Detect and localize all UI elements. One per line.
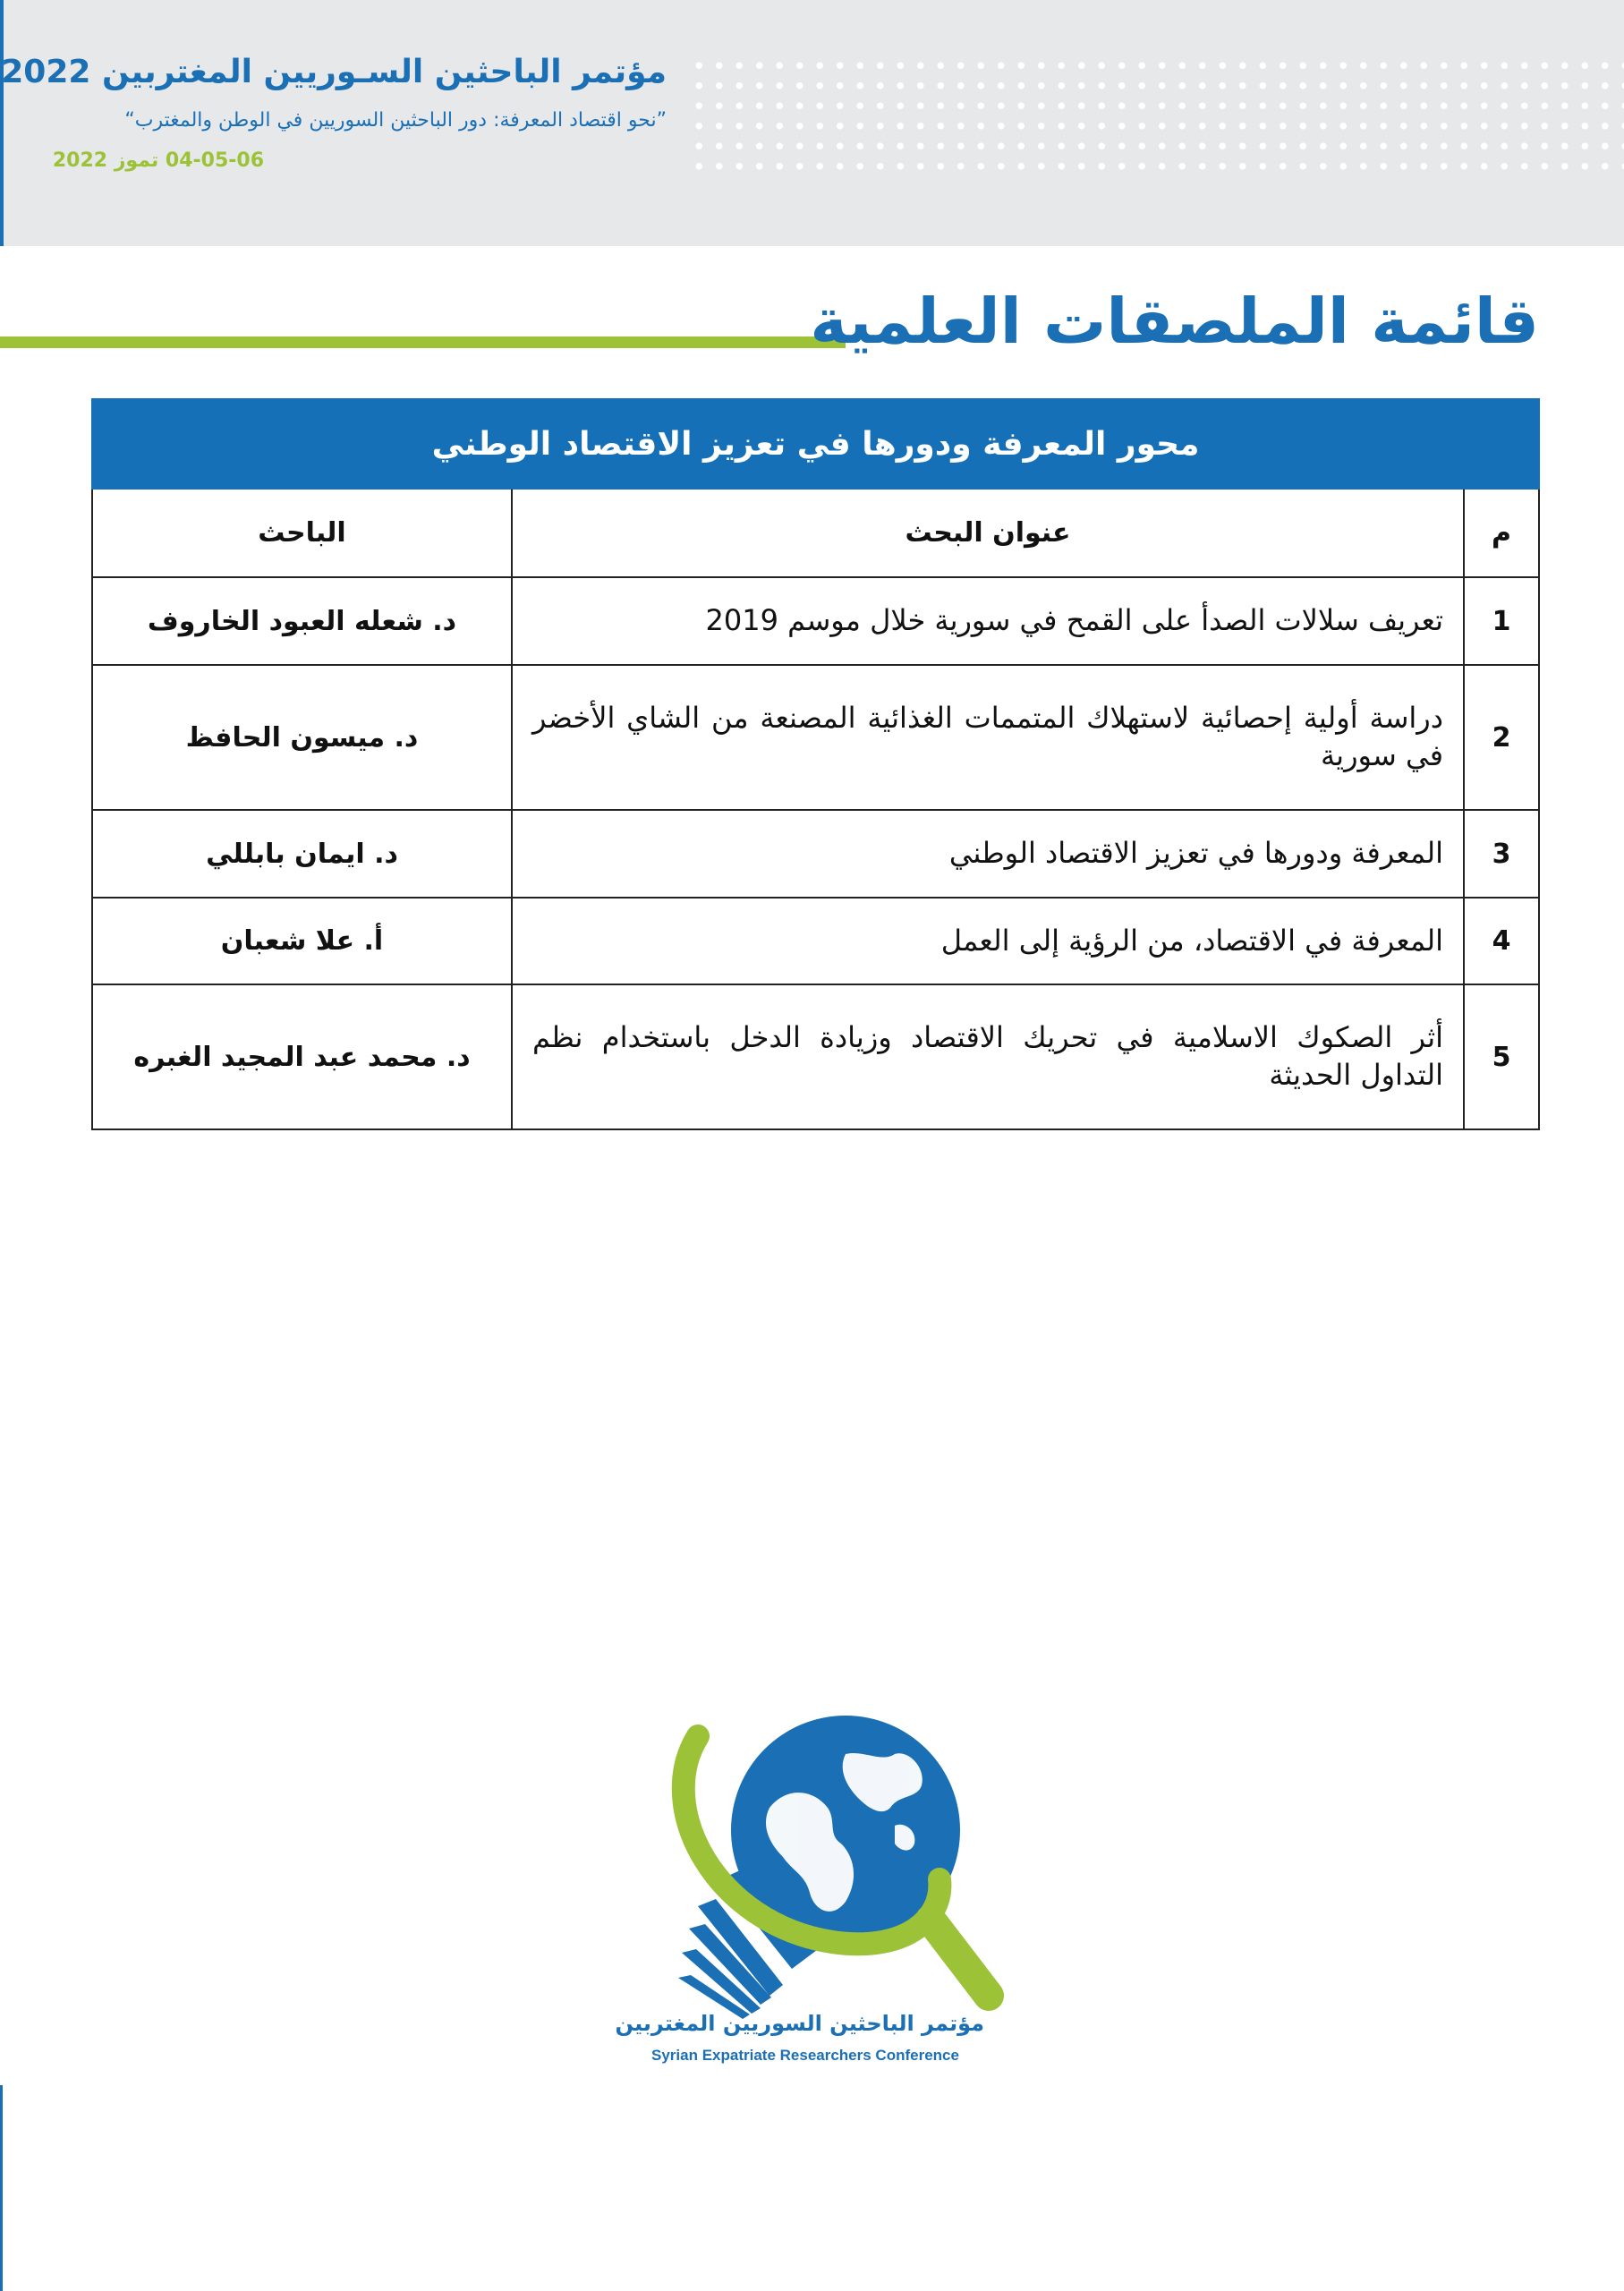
- row-title: دراسة أولية إحصائية لاستهلاك المتممات الغذائية المصنعة من الشاي الأخضر في سورية: [512, 665, 1464, 810]
- column-header-row: [92, 489, 1539, 577]
- row-researcher: أ. علا شعبان: [92, 898, 512, 984]
- row-num: 2: [1464, 665, 1539, 810]
- conference-subtitle: ”نحو اقتصاد المعرفة: دور الباحثين السوريين في الوطن والمغترب“: [124, 109, 667, 132]
- row-title: المعرفة ودورها في تعزيز الاقتصاد الوطني: [512, 810, 1464, 898]
- row-title: أثر الصكوك الاسلامية في تحريك الاقتصاد وزيادة الدخل باستخدام نظم التداول الحديثة: [512, 984, 1464, 1129]
- table-row: [92, 665, 1539, 810]
- row-title: المعرفة في الاقتصاد، من الرؤية إلى العمل: [512, 898, 1464, 984]
- conference-title: مؤتمر الباحثين السـوريين المغتربين 2022: [1, 54, 667, 90]
- edge-accent-line: [0, 2085, 3, 2291]
- dot-pattern: [689, 55, 1624, 176]
- page-title: قائمة الملصقات العلمية: [810, 285, 1539, 358]
- col-header-num: م: [1464, 489, 1539, 577]
- conference-dates: 04-05-06 تموز 2022: [52, 149, 264, 172]
- posters-table: [91, 398, 1540, 1130]
- row-num: 1: [1464, 577, 1539, 665]
- col-header-title: عنوان البحث: [512, 489, 1464, 577]
- table-row: [92, 898, 1539, 984]
- table-row: [92, 577, 1539, 665]
- axis-title: محور المعرفة ودورها في تعزيز الاقتصاد الوطني: [92, 399, 1539, 489]
- row-num: 3: [1464, 810, 1539, 898]
- row-num: 4: [1464, 898, 1539, 984]
- conference-logo-icon: [635, 1700, 1011, 2023]
- logo-english-name: Syrian Expatriate Researchers Conference: [651, 2047, 959, 2064]
- row-researcher: د. شعله العبود الخاروف: [92, 577, 512, 665]
- row-researcher: د. ميسون الحافظ: [92, 665, 512, 810]
- title-underline: [0, 336, 846, 348]
- row-num: 5: [1464, 984, 1539, 1129]
- axis-header-row: [92, 399, 1539, 489]
- table-row: [92, 984, 1539, 1129]
- row-researcher: د. ايمان بابللي: [92, 810, 512, 898]
- row-researcher: د. محمد عبد المجيد الغبره: [92, 984, 512, 1129]
- logo-arabic-name: مؤتمر الباحثين السوريين المغتربين: [615, 2011, 984, 2036]
- col-header-researcher: الباحث: [92, 489, 512, 577]
- row-title: تعريف سلالات الصدأ على القمح في سورية خلال موسم 2019: [512, 577, 1464, 665]
- header-accent-line: [0, 0, 4, 246]
- table-row: [92, 810, 1539, 898]
